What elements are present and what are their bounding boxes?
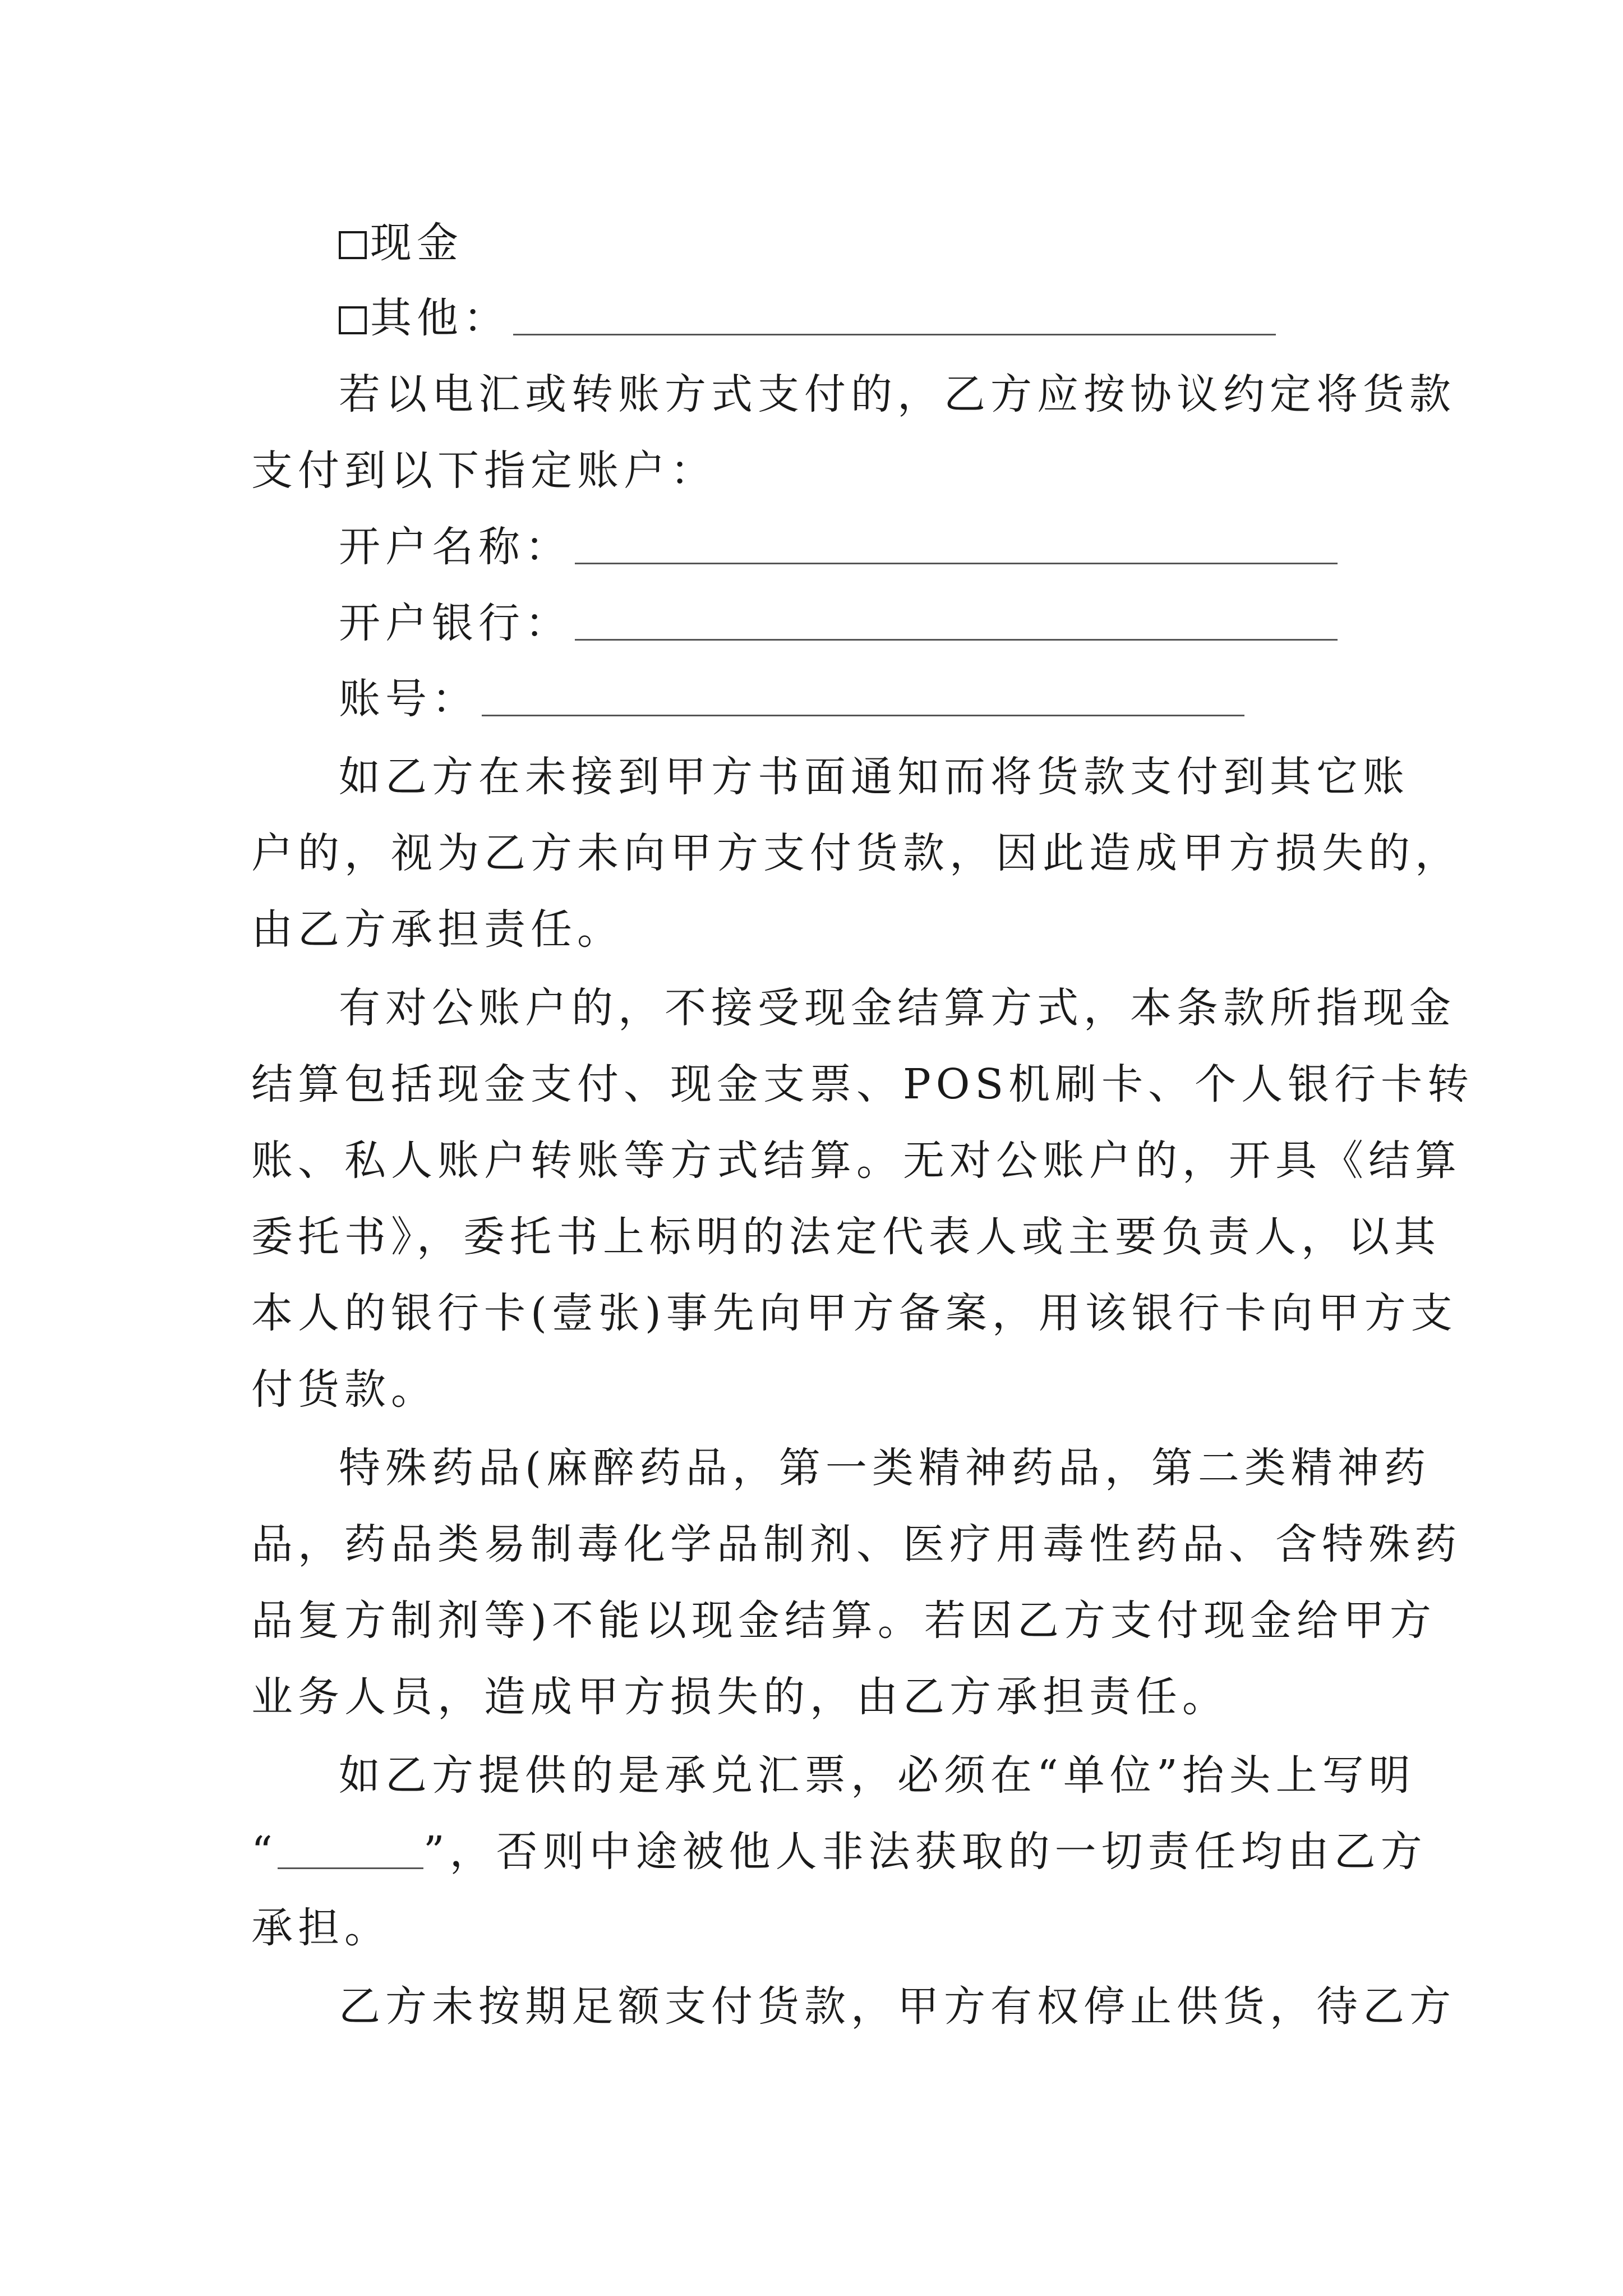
account-number-row — [0, 671, 1623, 727]
account-name-blank-field[interactable] — [575, 529, 1338, 564]
account-number-blank-field[interactable] — [482, 681, 1244, 716]
transfer-note-line-2: 支付到以下指定账户： — [251, 447, 717, 495]
other-blank-field[interactable] — [513, 300, 1276, 335]
account-name-label: 开户名称： — [339, 523, 571, 571]
unit-name-blank-field[interactable] — [278, 1834, 423, 1869]
payment-option-cash — [0, 215, 1623, 271]
account-bank-row — [0, 595, 1623, 651]
para-public-account-line-3: 账、私人账户转账等方式结算。无对公账户的，开具《结算 — [251, 1137, 1461, 1185]
para-public-account-line-4: 委托书》，委托书上标明的法定代表人或主要负责人，以其 — [251, 1213, 1441, 1261]
account-bank-blank-field[interactable] — [575, 605, 1338, 641]
para-unauthorized-line-2: 户的，视为乙方未向甲方支付货款，因此造成甲方损失的， — [251, 829, 1461, 877]
para-unauthorized-line-3: 由乙方承担责任。 — [251, 905, 624, 954]
cash-checkbox[interactable] — [339, 231, 367, 259]
acceptance-bill-line-2-text: ”，否则中途被他人非法获取的一切责任均由乙方 — [423, 1828, 1427, 1876]
para-public-account-line-6: 付货款。 — [251, 1365, 437, 1414]
other-checkbox[interactable] — [339, 306, 367, 334]
account-bank-label: 开户银行： — [339, 599, 571, 647]
para-special-drugs-line-3: 品复方制剂等)不能以现金结算。若因乙方支付现金给甲方 — [251, 1596, 1436, 1645]
para-late-payment-line-1: 乙方未按期足额支付货款，甲方有权停止供货，待乙方 — [339, 1982, 1456, 2031]
para-acceptance-bill-line-3: 承担。 — [251, 1904, 391, 1952]
para-special-drugs-line-2: 品，药品类易制毒化学品制剂、医疗用毒性药品、含特殊药 — [251, 1520, 1461, 1568]
para-public-account-line-1: 有对公账户的，不接受现金结算方式，本条款所指现金 — [339, 984, 1456, 1032]
account-number-label: 账号： — [339, 675, 478, 723]
account-name-row — [0, 519, 1623, 575]
transfer-note-line-1: 若以电汇或转账方式支付的，乙方应按协议约定将货款 — [339, 370, 1456, 418]
para-public-account-line-2: 结算包括现金支付、现金支票、POS机刷卡、个人银行卡转 — [251, 1060, 1474, 1108]
para-special-drugs-line-4: 业务人员，造成甲方损失的，由乙方承担责任。 — [251, 1673, 1229, 1721]
open-quote: “ — [251, 1828, 278, 1876]
para-acceptance-bill-line-2 — [0, 1824, 1623, 1880]
para-special-drugs-line-1: 特殊药品(麻醉药品，第一类精神药品，第二类精神药 — [339, 1444, 1431, 1492]
para-unauthorized-line-1: 如乙方在未接到甲方书面通知而将货款支付到其它账 — [339, 753, 1409, 801]
other-label: 其他： — [370, 294, 510, 342]
para-public-account-line-5: 本人的银行卡(壹张)事先向甲方备案，用该银行卡向甲方支 — [251, 1289, 1458, 1337]
payment-option-other — [0, 290, 1623, 346]
cash-label: 现金 — [370, 219, 463, 267]
para-acceptance-bill-line-1: 如乙方提供的是承兑汇票，必须在“单位”抬头上写明 — [339, 1751, 1415, 1800]
